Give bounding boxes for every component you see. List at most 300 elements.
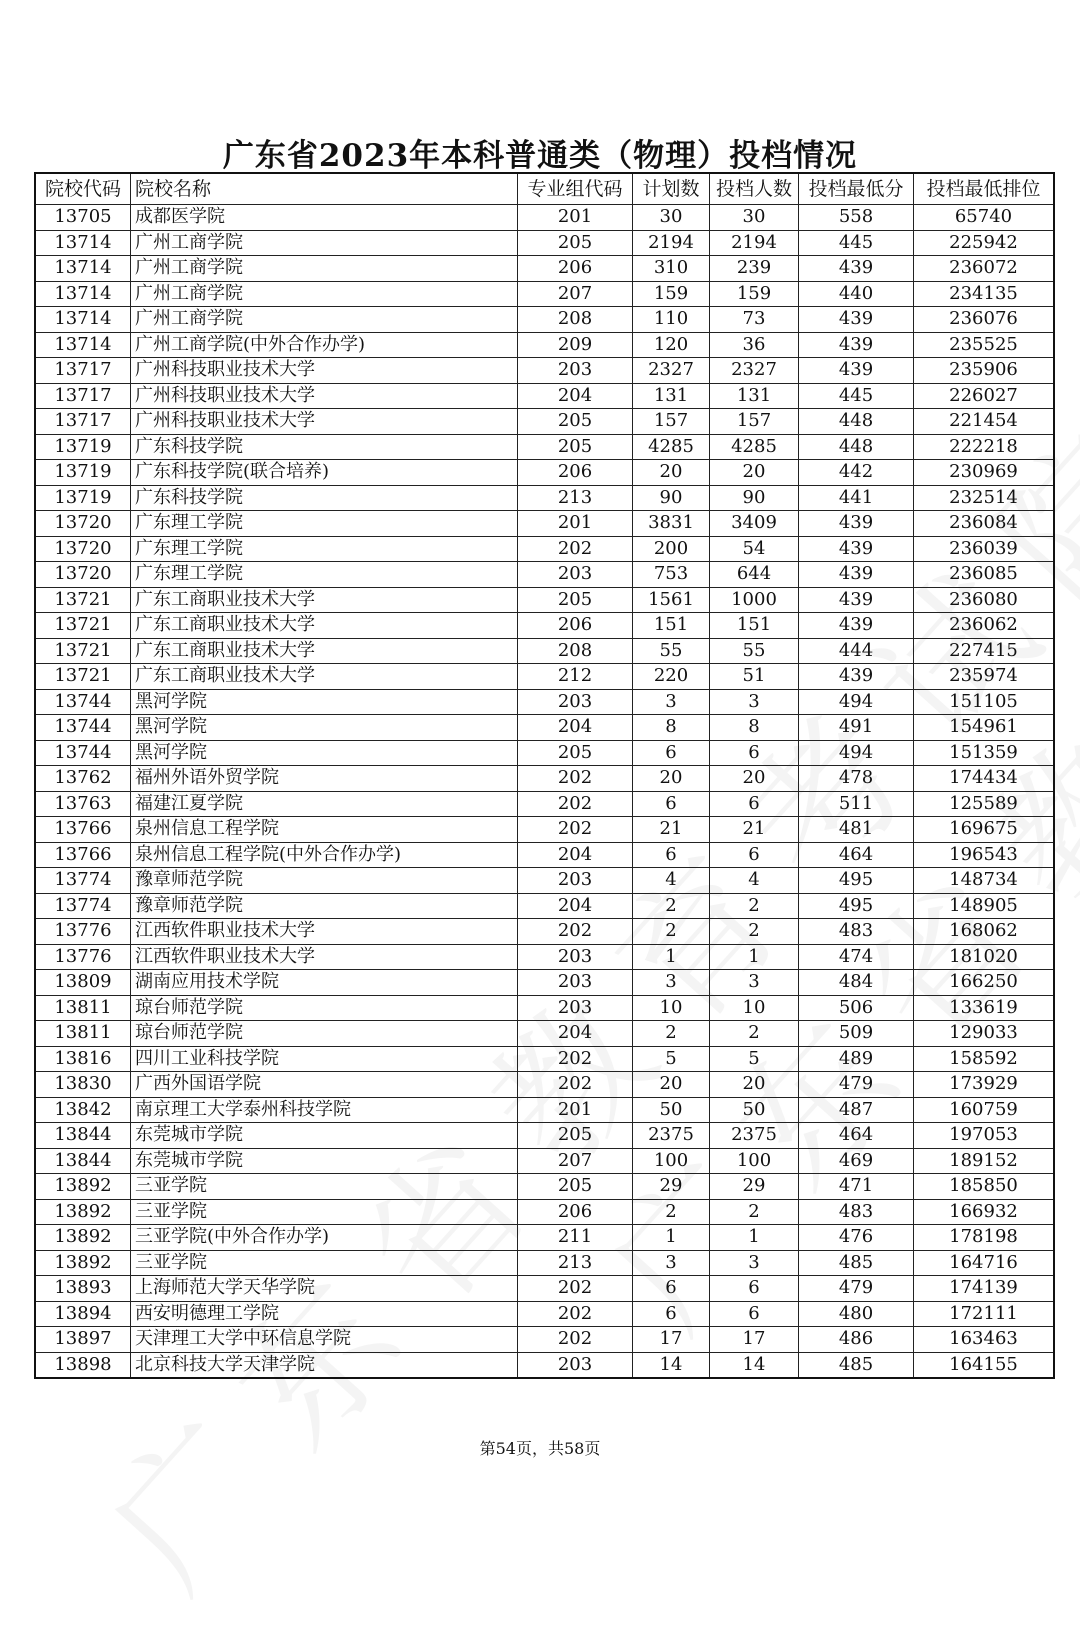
cell-min-rank: 230969: [914, 460, 1055, 486]
cell-min-score: 489: [799, 1046, 914, 1072]
cell-admit: 1: [710, 1225, 799, 1251]
cell-plan: 55: [633, 638, 710, 664]
cell-plan: 2327: [633, 358, 710, 384]
table-row: [35, 842, 1054, 868]
cell-admit: 6: [710, 842, 799, 868]
cell-group: 203: [518, 1352, 633, 1378]
cell-min-score: 509: [799, 1021, 914, 1047]
cell-plan: 159: [633, 281, 710, 307]
table-row: [35, 536, 1054, 562]
cell-admit: 2: [710, 1021, 799, 1047]
cell-plan: 10: [633, 995, 710, 1021]
page-number: 第54页，共58页: [479, 1439, 601, 1458]
cell-plan: 21: [633, 817, 710, 843]
cell-admit: 8: [710, 715, 799, 741]
cell-plan: 4: [633, 868, 710, 894]
cell-name: 黑河学院: [131, 715, 518, 741]
cell-name: 广东工商职业技术大学: [131, 587, 518, 613]
cell-admit: 90: [710, 485, 799, 511]
cell-group: 205: [518, 434, 633, 460]
cell-name: 广州科技职业技术大学: [131, 409, 518, 435]
cell-code: 13744: [35, 715, 131, 741]
cell-name: 琼台师范学院: [131, 1021, 518, 1047]
cell-code: 13721: [35, 587, 131, 613]
cell-min-score: 469: [799, 1148, 914, 1174]
cell-name: 广东理工学院: [131, 562, 518, 588]
cell-name: 广州工商学院: [131, 307, 518, 333]
cell-admit: 29: [710, 1174, 799, 1200]
table-row: [35, 638, 1054, 664]
cell-plan: 200: [633, 536, 710, 562]
cell-admit: 239: [710, 256, 799, 282]
cell-plan: 310: [633, 256, 710, 282]
cell-min-score: 439: [799, 587, 914, 613]
table-row: [35, 281, 1054, 307]
cell-code: 13809: [35, 970, 131, 996]
cell-group: 204: [518, 715, 633, 741]
cell-name: 广东理工学院: [131, 511, 518, 537]
cell-code: 13897: [35, 1327, 131, 1353]
cell-min-score: 474: [799, 944, 914, 970]
cell-name: 三亚学院: [131, 1250, 518, 1276]
cell-group: 204: [518, 383, 633, 409]
cell-name: 广州工商学院: [131, 256, 518, 282]
cell-min-score: 479: [799, 1276, 914, 1302]
cell-name: 豫章师范学院: [131, 893, 518, 919]
table-row: [35, 740, 1054, 766]
table-row: [35, 664, 1054, 690]
cell-plan: 110: [633, 307, 710, 333]
cell-plan: 6: [633, 842, 710, 868]
cell-min-rank: 222218: [914, 434, 1055, 460]
cell-group: 201: [518, 511, 633, 537]
cell-code: 13776: [35, 919, 131, 945]
table-row: [35, 893, 1054, 919]
cell-group: 209: [518, 332, 633, 358]
cell-min-score: 439: [799, 664, 914, 690]
cell-min-score: 471: [799, 1174, 914, 1200]
cell-name: 广东工商职业技术大学: [131, 613, 518, 639]
cell-min-score: 480: [799, 1301, 914, 1327]
cell-plan: 29: [633, 1174, 710, 1200]
cell-min-score: 440: [799, 281, 914, 307]
cell-group: 203: [518, 358, 633, 384]
cell-plan: 3: [633, 689, 710, 715]
cell-admit: 20: [710, 1072, 799, 1098]
cell-min-rank: 232514: [914, 485, 1055, 511]
cell-code: 13720: [35, 536, 131, 562]
cell-name: 福州外语外贸学院: [131, 766, 518, 792]
cell-min-score: 479: [799, 1072, 914, 1098]
table-row: [35, 562, 1054, 588]
cell-min-rank: 236039: [914, 536, 1055, 562]
cell-admit: 5: [710, 1046, 799, 1072]
cell-name: 黑河学院: [131, 689, 518, 715]
cell-plan: 2194: [633, 230, 710, 256]
cell-admit: 21: [710, 817, 799, 843]
cell-admit: 30: [710, 205, 799, 231]
table-row: [35, 358, 1054, 384]
cell-name: 广州工商学院: [131, 281, 518, 307]
cell-group: 201: [518, 1097, 633, 1123]
table-row: [35, 1276, 1054, 1302]
cell-min-score: 439: [799, 332, 914, 358]
cell-min-rank: 196543: [914, 842, 1055, 868]
table-row: [35, 766, 1054, 792]
cell-plan: 90: [633, 485, 710, 511]
table-row: [35, 409, 1054, 435]
cell-min-score: 439: [799, 358, 914, 384]
table-header-row: [35, 173, 1054, 205]
cell-code: 13744: [35, 689, 131, 715]
cell-code: 13844: [35, 1123, 131, 1149]
cell-min-rank: 166932: [914, 1199, 1055, 1225]
cell-admit: 2375: [710, 1123, 799, 1149]
cell-name: 广州工商学院(中外合作办学): [131, 332, 518, 358]
cell-group: 205: [518, 1123, 633, 1149]
cell-min-score: 487: [799, 1097, 914, 1123]
cell-min-score: 448: [799, 434, 914, 460]
cell-plan: 6: [633, 1301, 710, 1327]
cell-name: 福建江夏学院: [131, 791, 518, 817]
cell-group: 206: [518, 613, 633, 639]
cell-admit: 100: [710, 1148, 799, 1174]
cell-name: 广西外国语学院: [131, 1072, 518, 1098]
cell-admit: 10: [710, 995, 799, 1021]
cell-admit: 6: [710, 1301, 799, 1327]
cell-code: 13705: [35, 205, 131, 231]
cell-group: 204: [518, 893, 633, 919]
cell-code: 13811: [35, 995, 131, 1021]
table-row: [35, 434, 1054, 460]
table-row: [35, 383, 1054, 409]
cell-plan: 1: [633, 1225, 710, 1251]
cell-min-rank: 154961: [914, 715, 1055, 741]
cell-code: 13898: [35, 1352, 131, 1378]
cell-name: 黑河学院: [131, 740, 518, 766]
cell-plan: 220: [633, 664, 710, 690]
cell-admit: 1: [710, 944, 799, 970]
cell-group: 205: [518, 409, 633, 435]
cell-group: 212: [518, 664, 633, 690]
cell-min-rank: 163463: [914, 1327, 1055, 1353]
cell-min-rank: 236062: [914, 613, 1055, 639]
table-row: [35, 791, 1054, 817]
cell-code: 13714: [35, 230, 131, 256]
cell-admit: 20: [710, 460, 799, 486]
cell-code: 13892: [35, 1174, 131, 1200]
cell-code: 13763: [35, 791, 131, 817]
cell-code: 13717: [35, 383, 131, 409]
cell-name: 东莞城市学院: [131, 1148, 518, 1174]
cell-code: 13811: [35, 1021, 131, 1047]
table-row: [35, 817, 1054, 843]
cell-group: 205: [518, 230, 633, 256]
cell-name: 湖南应用技术学院: [131, 970, 518, 996]
cell-min-score: 445: [799, 383, 914, 409]
cell-min-rank: 125589: [914, 791, 1055, 817]
cell-min-rank: 173929: [914, 1072, 1055, 1098]
cell-name: 四川工业科技学院: [131, 1046, 518, 1072]
cell-min-rank: 234135: [914, 281, 1055, 307]
cell-code: 13774: [35, 893, 131, 919]
cell-group: 202: [518, 1046, 633, 1072]
page-title: 广东省2023年本科普通类（物理）投档情况: [222, 138, 858, 174]
table-row: [35, 970, 1054, 996]
cell-name: 广东科技学院: [131, 434, 518, 460]
cell-group: 203: [518, 995, 633, 1021]
cell-min-rank: 236072: [914, 256, 1055, 282]
cell-admit: 157: [710, 409, 799, 435]
cell-admit: 6: [710, 1276, 799, 1302]
cell-group: 202: [518, 919, 633, 945]
cell-name: 江西软件职业技术大学: [131, 919, 518, 945]
cell-code: 13721: [35, 638, 131, 664]
table-row: [35, 1225, 1054, 1251]
cell-min-score: 464: [799, 842, 914, 868]
cell-admit: 2: [710, 893, 799, 919]
cell-code: 13830: [35, 1072, 131, 1098]
cell-code: 13842: [35, 1097, 131, 1123]
cell-min-rank: 166250: [914, 970, 1055, 996]
cell-plan: 50: [633, 1097, 710, 1123]
cell-code: 13717: [35, 358, 131, 384]
table-row: [35, 1174, 1054, 1200]
cell-code: 13719: [35, 485, 131, 511]
cell-group: 203: [518, 562, 633, 588]
cell-code: 13714: [35, 281, 131, 307]
cell-min-rank: 168062: [914, 919, 1055, 945]
cell-group: 206: [518, 460, 633, 486]
cell-min-rank: 148905: [914, 893, 1055, 919]
cell-admit: 50: [710, 1097, 799, 1123]
cell-plan: 4285: [633, 434, 710, 460]
cell-admit: 17: [710, 1327, 799, 1353]
cell-plan: 30: [633, 205, 710, 231]
cell-min-score: 511: [799, 791, 914, 817]
cell-code: 13776: [35, 944, 131, 970]
cell-min-rank: 148734: [914, 868, 1055, 894]
cell-min-score: 495: [799, 893, 914, 919]
cell-plan: 2375: [633, 1123, 710, 1149]
cell-plan: 6: [633, 791, 710, 817]
table-row: [35, 689, 1054, 715]
cell-min-score: 445: [799, 230, 914, 256]
table-row: [35, 587, 1054, 613]
cell-admit: 20: [710, 766, 799, 792]
cell-min-score: 439: [799, 613, 914, 639]
table-row: [35, 256, 1054, 282]
cell-name: 泉州信息工程学院: [131, 817, 518, 843]
cell-plan: 2: [633, 1021, 710, 1047]
cell-group: 202: [518, 1276, 633, 1302]
cell-min-rank: 185850: [914, 1174, 1055, 1200]
cell-name: 泉州信息工程学院(中外合作办学): [131, 842, 518, 868]
cell-plan: 100: [633, 1148, 710, 1174]
cell-name: 天津理工大学中环信息学院: [131, 1327, 518, 1353]
table-row: [35, 1148, 1054, 1174]
cell-min-rank: 236080: [914, 587, 1055, 613]
cell-plan: 157: [633, 409, 710, 435]
cell-name: 广东工商职业技术大学: [131, 664, 518, 690]
cell-group: 207: [518, 1148, 633, 1174]
cell-min-score: 464: [799, 1123, 914, 1149]
cell-group: 203: [518, 868, 633, 894]
cell-min-rank: 236084: [914, 511, 1055, 537]
cell-group: 202: [518, 536, 633, 562]
cell-plan: 2: [633, 893, 710, 919]
table-row: [35, 1327, 1054, 1353]
cell-min-rank: 160759: [914, 1097, 1055, 1123]
header-min-score: 投档最低分: [799, 173, 914, 205]
cell-name: 北京科技大学天津学院: [131, 1352, 518, 1378]
cell-min-score: 441: [799, 485, 914, 511]
cell-plan: 3831: [633, 511, 710, 537]
table-row: [35, 1352, 1054, 1378]
cell-admit: 73: [710, 307, 799, 333]
cell-group: 203: [518, 944, 633, 970]
cell-name: 东莞城市学院: [131, 1123, 518, 1149]
cell-code: 13719: [35, 434, 131, 460]
cell-code: 13892: [35, 1199, 131, 1225]
cell-min-score: 558: [799, 205, 914, 231]
cell-group: 205: [518, 740, 633, 766]
cell-min-rank: 151105: [914, 689, 1055, 715]
cell-min-score: 439: [799, 562, 914, 588]
table-body: [35, 205, 1054, 1379]
cell-min-rank: 151359: [914, 740, 1055, 766]
table-row: [35, 1097, 1054, 1123]
cell-min-rank: 164716: [914, 1250, 1055, 1276]
cell-min-score: 494: [799, 689, 914, 715]
cell-min-rank: 235906: [914, 358, 1055, 384]
cell-min-score: 444: [799, 638, 914, 664]
cell-admit: 14: [710, 1352, 799, 1378]
table-row: [35, 230, 1054, 256]
table-row: [35, 485, 1054, 511]
cell-group: 208: [518, 638, 633, 664]
cell-min-rank: 133619: [914, 995, 1055, 1021]
table-row: [35, 995, 1054, 1021]
cell-admit: 3: [710, 970, 799, 996]
cell-name: 江西软件职业技术大学: [131, 944, 518, 970]
cell-min-score: 506: [799, 995, 914, 1021]
cell-min-rank: 235974: [914, 664, 1055, 690]
cell-code: 13766: [35, 817, 131, 843]
cell-min-rank: 236085: [914, 562, 1055, 588]
cell-admit: 3: [710, 689, 799, 715]
cell-code: 13714: [35, 332, 131, 358]
cell-name: 广东科技学院(联合培养): [131, 460, 518, 486]
cell-group: 204: [518, 1021, 633, 1047]
cell-admit: 2194: [710, 230, 799, 256]
cell-name: 三亚学院: [131, 1199, 518, 1225]
cell-min-score: 481: [799, 817, 914, 843]
cell-code: 13714: [35, 307, 131, 333]
cell-admit: 644: [710, 562, 799, 588]
cell-plan: 1561: [633, 587, 710, 613]
cell-name: 三亚学院(中外合作办学): [131, 1225, 518, 1251]
cell-admit: 3409: [710, 511, 799, 537]
cell-name: 琼台师范学院: [131, 995, 518, 1021]
cell-min-rank: 197053: [914, 1123, 1055, 1149]
cell-min-score: 483: [799, 1199, 914, 1225]
table-row: [35, 613, 1054, 639]
cell-admit: 151: [710, 613, 799, 639]
cell-group: 202: [518, 817, 633, 843]
cell-min-rank: 189152: [914, 1148, 1055, 1174]
cell-admit: 159: [710, 281, 799, 307]
cell-group: 203: [518, 689, 633, 715]
cell-group: 201: [518, 205, 633, 231]
cell-group: 205: [518, 587, 633, 613]
table-row: [35, 944, 1054, 970]
cell-group: 203: [518, 970, 633, 996]
cell-code: 13714: [35, 256, 131, 282]
cell-plan: 6: [633, 1276, 710, 1302]
cell-plan: 3: [633, 1250, 710, 1276]
cell-admit: 1000: [710, 587, 799, 613]
cell-min-rank: 158592: [914, 1046, 1055, 1072]
cell-name: 广东科技学院: [131, 485, 518, 511]
cell-min-score: 484: [799, 970, 914, 996]
cell-name: 南京理工大学泰州科技学院: [131, 1097, 518, 1123]
table-row: [35, 868, 1054, 894]
cell-plan: 120: [633, 332, 710, 358]
cell-plan: 14: [633, 1352, 710, 1378]
cell-min-rank: 174434: [914, 766, 1055, 792]
header-plan: 计划数: [633, 173, 710, 205]
cell-plan: 8: [633, 715, 710, 741]
cell-code: 13892: [35, 1250, 131, 1276]
cell-min-rank: 181020: [914, 944, 1055, 970]
cell-plan: 17: [633, 1327, 710, 1353]
cell-plan: 131: [633, 383, 710, 409]
cell-group: 204: [518, 842, 633, 868]
cell-code: 13717: [35, 409, 131, 435]
cell-admit: 36: [710, 332, 799, 358]
cell-min-rank: 227415: [914, 638, 1055, 664]
cell-name: 广东工商职业技术大学: [131, 638, 518, 664]
cell-name: 广东理工学院: [131, 536, 518, 562]
cell-admit: 4285: [710, 434, 799, 460]
cell-min-rank: 164155: [914, 1352, 1055, 1378]
cell-group: 202: [518, 1072, 633, 1098]
cell-min-score: 476: [799, 1225, 914, 1251]
cell-group: 208: [518, 307, 633, 333]
table-row: [35, 1046, 1054, 1072]
cell-min-score: 439: [799, 256, 914, 282]
table-row: [35, 1301, 1054, 1327]
cell-code: 13893: [35, 1276, 131, 1302]
table-row: [35, 715, 1054, 741]
cell-plan: 20: [633, 1072, 710, 1098]
cell-code: 13892: [35, 1225, 131, 1251]
cell-min-score: 483: [799, 919, 914, 945]
cell-min-score: 495: [799, 868, 914, 894]
cell-code: 13816: [35, 1046, 131, 1072]
cell-group: 213: [518, 1250, 633, 1276]
cell-admit: 54: [710, 536, 799, 562]
cell-admit: 6: [710, 740, 799, 766]
cell-name: 上海师范大学天华学院: [131, 1276, 518, 1302]
cell-group: 202: [518, 766, 633, 792]
cell-min-rank: 236076: [914, 307, 1055, 333]
cell-plan: 6: [633, 740, 710, 766]
cell-min-score: 486: [799, 1327, 914, 1353]
cell-min-score: 448: [799, 409, 914, 435]
table-row: [35, 307, 1054, 333]
